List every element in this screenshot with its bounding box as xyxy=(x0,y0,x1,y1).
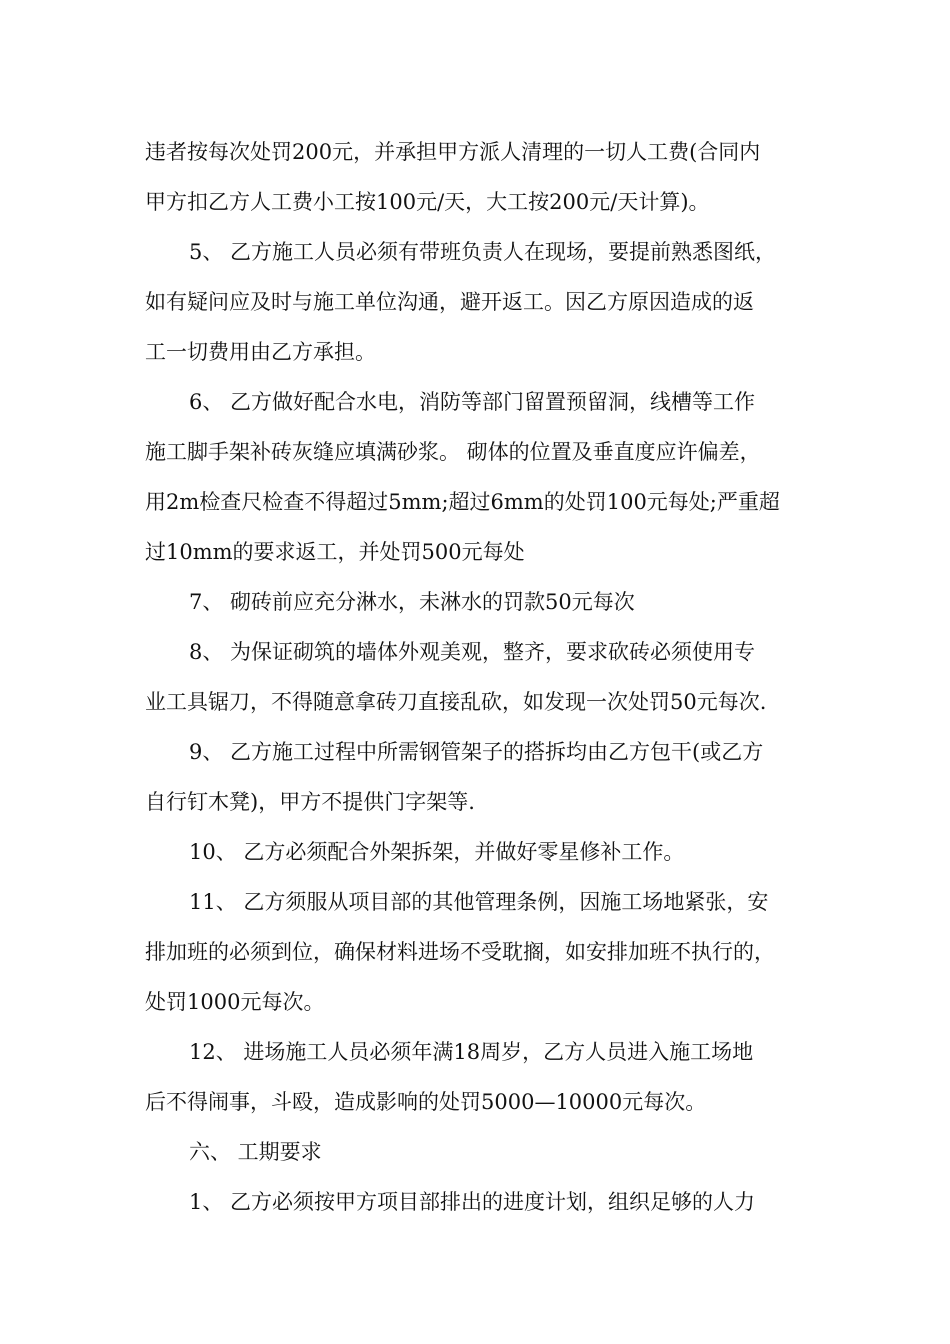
clause-5-line: 5、 乙方施工人员必须有带班负责人在现场，要提前熟悉图纸， xyxy=(189,240,777,264)
paragraph-line: 违者按每次处罚200元，并承担甲方派人清理的一切人工费(合同内 xyxy=(145,140,761,164)
clause-7-line: 7、 砌砖前应充分淋水，未淋水的罚款50元每次 xyxy=(189,590,635,614)
paragraph-line: 自行钉木凳)，甲方不提供门字架等. xyxy=(145,790,475,814)
paragraph-line: 过10mm的要求返工，并处罚500元每处 xyxy=(145,540,525,564)
clause-10-line: 10、 乙方必须配合外架拆架，并做好零星修补工作。 xyxy=(189,840,685,864)
paragraph-line: 工一切费用由乙方承担。 xyxy=(145,340,376,364)
clause-9-line: 9、 乙方施工过程中所需钢管架子的搭拆均由乙方包干(或乙方 xyxy=(189,740,764,764)
paragraph-line: 排加班的必须到位，确保材料进场不受耽搁，如安排加班不执行的， xyxy=(145,940,775,964)
clause-12-line: 12、 进场施工人员必须年满18周岁，乙方人员进入施工场地 xyxy=(189,1040,754,1064)
paragraph-line: 业工具锯刀，不得随意拿砖刀直接乱砍，如发现一次处罚50元每次. xyxy=(145,690,767,714)
schedule-clause-1-line: 1、 乙方必须按甲方项目部排出的进度计划，组织足够的人力 xyxy=(189,1190,756,1214)
paragraph-line: 施工脚手架补砖灰缝应填满砂浆。 砌体的位置及垂直度应许偏差， xyxy=(145,440,761,464)
clause-8-line: 8、 为保证砌筑的墙体外观美观，整齐，要求砍砖必须使用专 xyxy=(189,640,756,664)
paragraph-line: 甲方扣乙方人工费小工按100元/天，大工按200元/天计算)。 xyxy=(145,190,710,214)
paragraph-line: 处罚1000元每次。 xyxy=(145,990,325,1014)
section-heading: 六、 工期要求 xyxy=(189,1140,322,1164)
paragraph-line: 用2m检查尺检查不得超过5mm;超过6mm的处罚100元每处;严重超 xyxy=(145,490,780,514)
clause-6-line: 6、 乙方做好配合水电，消防等部门留置预留洞，线槽等工作 xyxy=(189,390,756,414)
paragraph-line: 如有疑问应及时与施工单位沟通，避开返工。因乙方原因造成的返 xyxy=(145,290,754,314)
clause-11-line: 11、 乙方须服从项目部的其他管理条例，因施工场地紧张，安 xyxy=(189,890,769,914)
paragraph-line: 后不得闹事，斗殴，造成影响的处罚5000—10000元每次。 xyxy=(145,1090,707,1114)
